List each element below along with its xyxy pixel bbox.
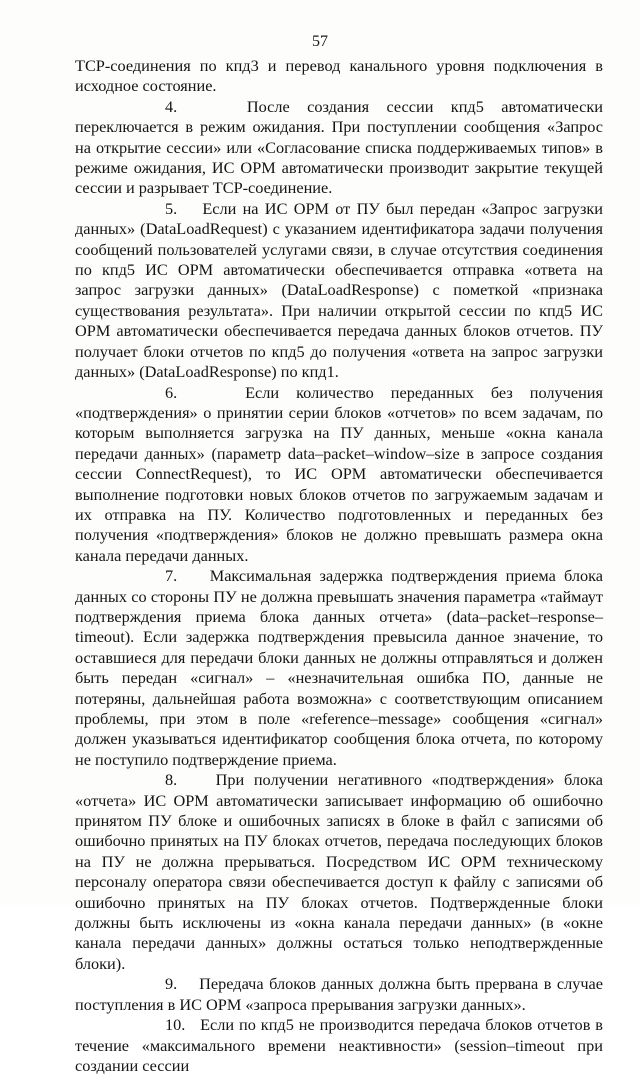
paragraph-7 bbox=[75, 566, 603, 770]
paragraph-5 bbox=[75, 199, 603, 383]
paragraph-4 bbox=[75, 97, 603, 199]
page-number: 57 bbox=[312, 33, 328, 50]
paragraph-9 bbox=[75, 974, 603, 1015]
paragraph-number: 9. bbox=[165, 974, 178, 994]
paragraph-text: Если по кпд5 не производится передача блоков отчетов в течение «максимального времени неактивности» (session–timeout при создании сессии bbox=[75, 1015, 603, 1075]
paragraph-number: 4. bbox=[165, 96, 178, 116]
paragraph-text: TCP-соединения по кпд3 и перевод канального уровня подключения в исходное состояние. bbox=[75, 56, 603, 96]
paragraph-number: 8. bbox=[165, 770, 178, 790]
paragraph-continuation bbox=[75, 56, 603, 97]
paragraph-text: При получении негативного «подтверждения» блока «отчета» ИС ОРМ автоматически записывает информацию об ошибочно принятом ПУ блоке и ошибочных записях в блоке в файл с записями об ошибочно принятых на ПУ блоках отчетов, передача последующих блоков на ПУ не должна прерываться. Посредством ИС ОРМ техническому персоналу оператора связи обеспечивается доступ к файлу с записями об ошибочно принятых на ПУ блоках отчетов. Подтвержденные блоки должны быть исключены из «окна канала передачи данных» (в «окне канала передачи данных» должны остаться только неподтвержденные блоки). bbox=[75, 770, 603, 973]
paragraph-number: 7. bbox=[165, 566, 178, 586]
paragraph-text: После создания сессии кпд5 автоматически переключается в режим ожидания. При поступлении сообщения «Запрос на открытие сессии» или «Согласование списка поддерживаемых типов» в режиме ожидания, ИС ОРМ автоматически производит закрытие текущей сессии и разрывает TCP-соединение. bbox=[75, 96, 603, 198]
paragraph-text: Максимальная задержка подтверждения приема блока данных со стороны ПУ не должна превышать значения параметра «таймаут подтверждения приема блока данных отчета» (data–packet–response–timeout). Если задержка подтверждения превысила данное значение, то оставшиеся для передачи блоки данных не должны отправляться и должен быть передан «сигнал» – «незначительная ошибка ПО, данные не потеряны, дальнейшая работа возможна» с соответствующим описанием проблемы, при этом в поле «reference–message» сообщения «сигнал» должен указываться идентификатор сообщения блока отчета, по которому не поступило подтверждение приема. bbox=[75, 566, 604, 769]
paragraph-text: Если количество переданных без получения «подтверждения» о принятии серии блоков «отчетов» по всем задачам, по которым выполняется загрузка на ПУ данных, меньше «окна канала передачи данных» (параметр data–packet–window–size в запросе создания сессии ConnectRequest), то ИС ОРМ автоматически обеспечивается выполнение подготовки новых блоков отчетов по загружаемым задачам и их отправка на ПУ. Количество подготовленных и переданных без получения «подтверждения» блоков не должно превышать размера окна канала передачи данных. bbox=[75, 382, 603, 565]
paragraph-8 bbox=[75, 770, 603, 974]
paragraph-text: Передача блоков данных должна быть прервана в случае поступления в ИС ОРМ «запроса прерывания загрузки данных». bbox=[75, 974, 604, 1014]
document-body bbox=[75, 56, 603, 1076]
paragraph-number: 5. bbox=[165, 198, 178, 218]
paragraph-number: 6. bbox=[165, 382, 178, 402]
paragraph-10 bbox=[75, 1015, 603, 1076]
paragraph-number: 10. bbox=[165, 1015, 186, 1035]
paragraph-text: Если на ИС ОРМ от ПУ был передан «Запрос загрузки данных» (DataLoadRequest) с указанием идентификатора задачи получения сообщений пользователей услугами связи, в случае отсутствия соединения по кпд5 ИС ОРМ автоматически обеспечивается отправка «ответа на запрос загрузки данных» (DataLoadResponse) с пометкой «признака существования результата». При наличии открытой сессии по кпд5 ИС ОРМ автоматически обеспечивается передача данных блоков отчетов. ПУ получает блоки отчетов по кпд5 до получения «ответа на запрос загрузки данных» (DataLoadResponse) по кпд1. bbox=[75, 198, 603, 382]
paragraph-6 bbox=[75, 383, 603, 567]
